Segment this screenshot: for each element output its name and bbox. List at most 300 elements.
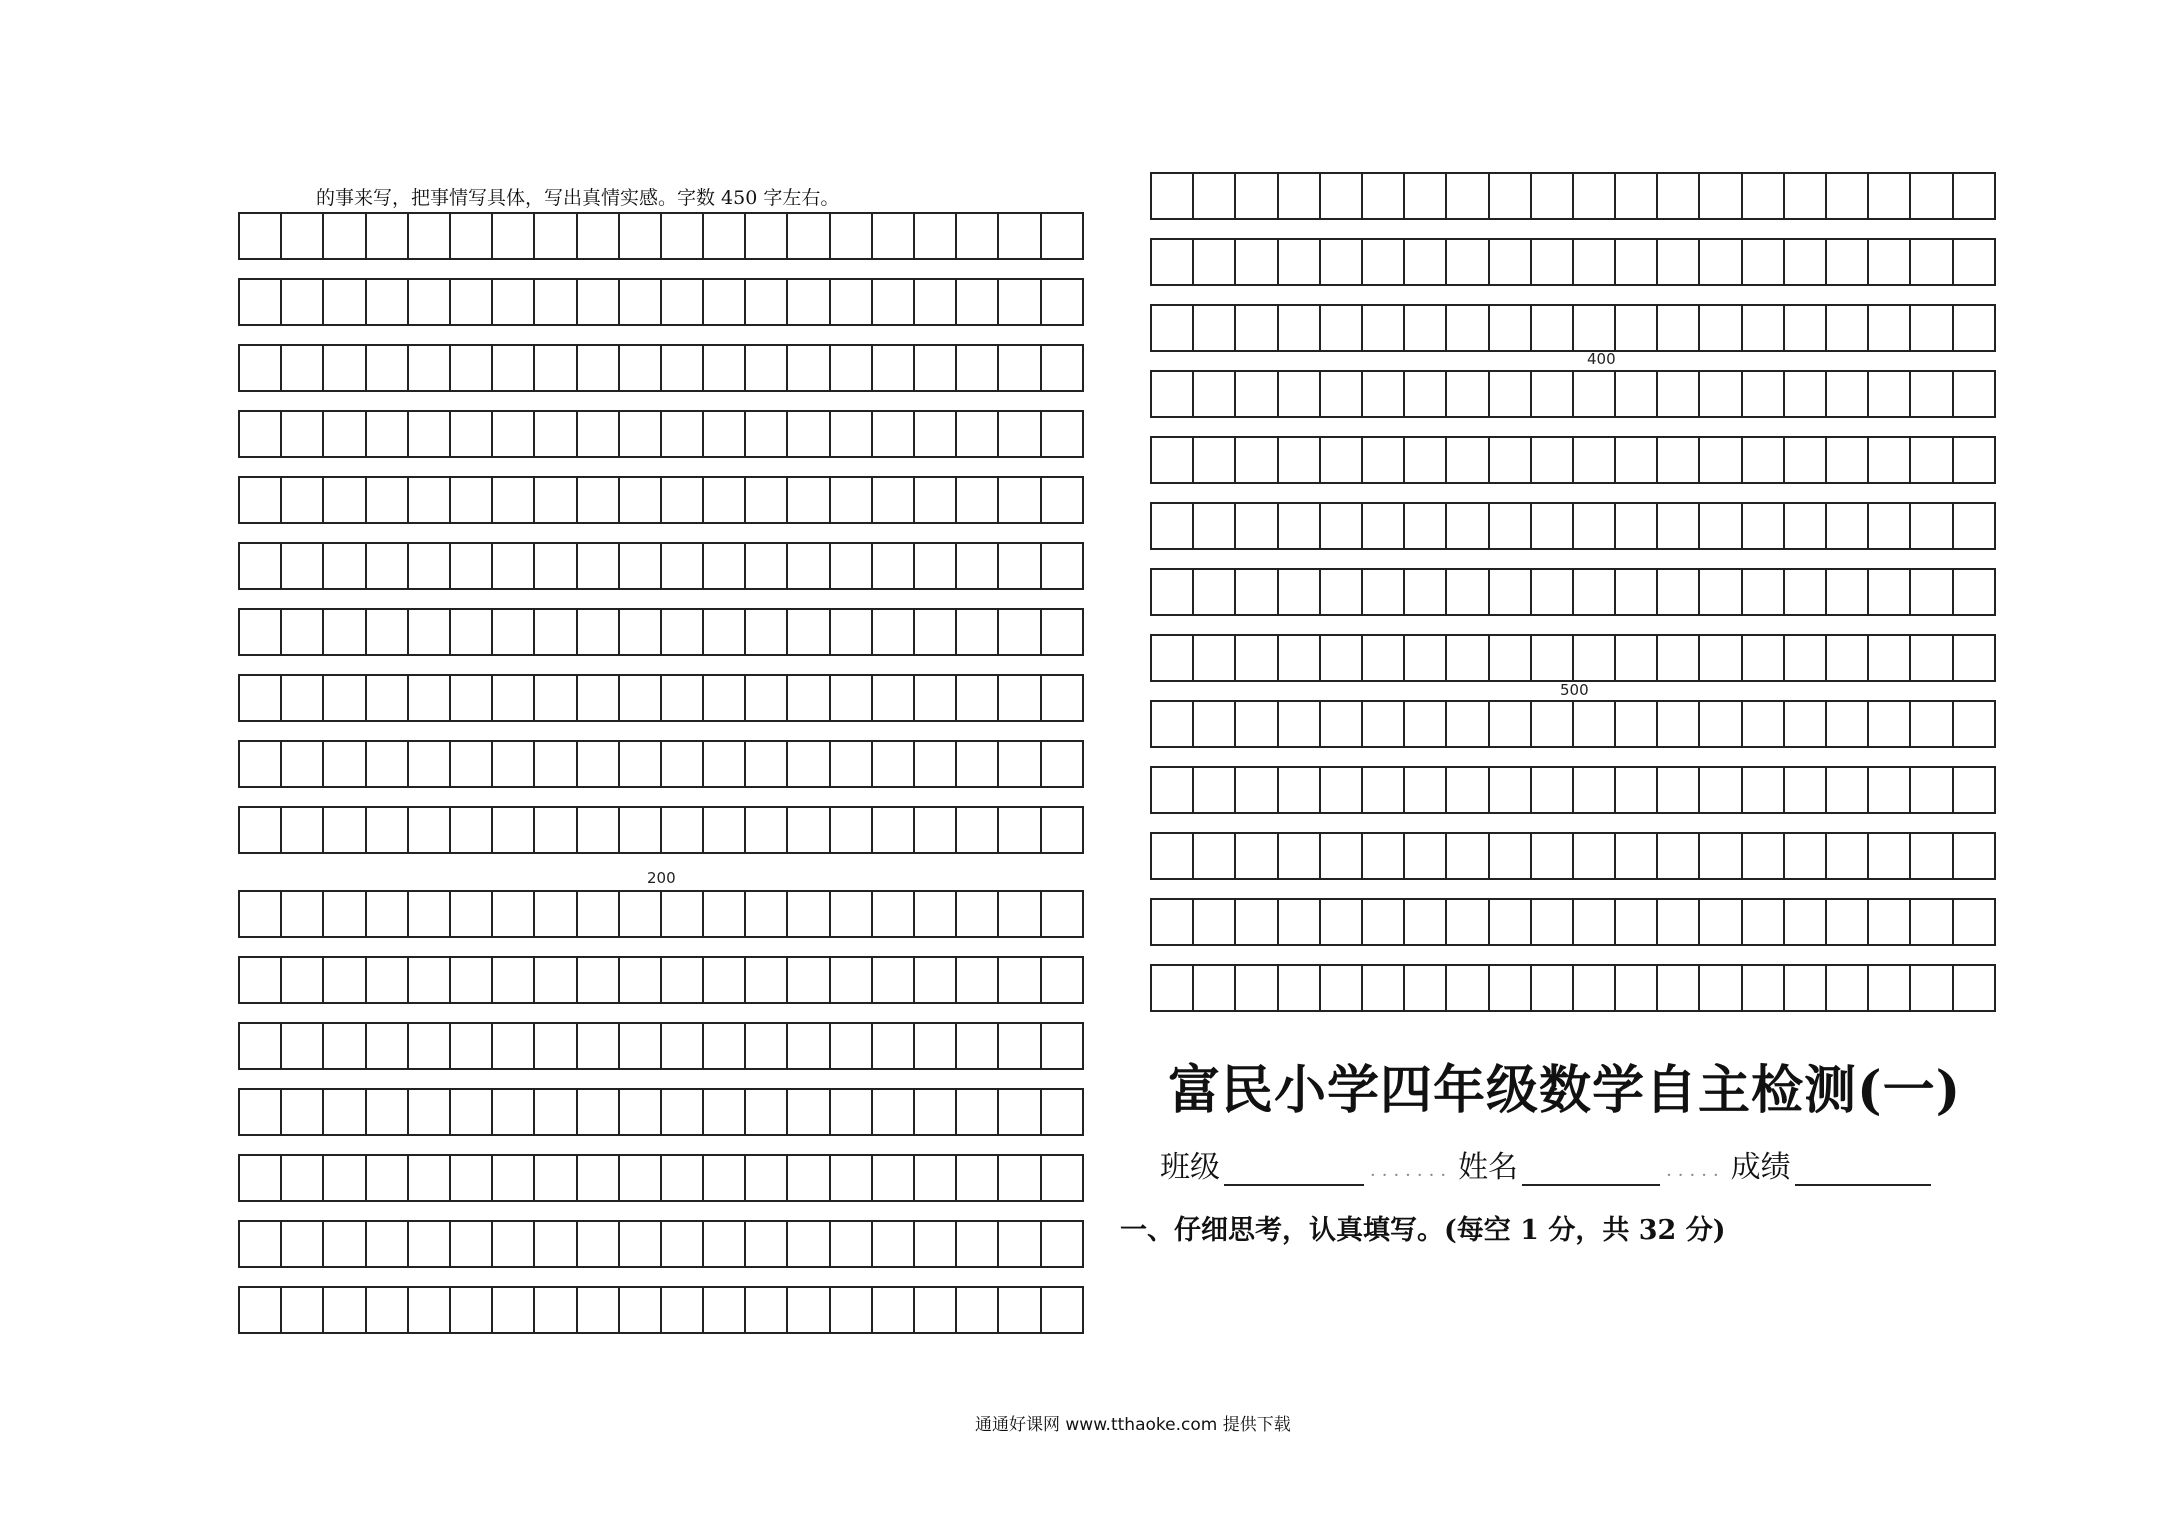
grid-cell[interactable] [1405,636,1447,682]
grid-cell[interactable] [1616,240,1658,286]
grid-cell[interactable] [1279,702,1321,748]
grid-cell[interactable] [1447,834,1489,880]
grid-cell[interactable] [1574,504,1616,550]
grid-cell[interactable] [409,478,451,524]
grid-cell[interactable] [324,544,366,590]
grid-cell[interactable] [1785,306,1827,352]
grid-cell[interactable] [451,892,493,938]
grid-cell[interactable] [535,892,577,938]
grid-cell[interactable] [1363,438,1405,484]
grid-cell[interactable] [578,676,620,722]
grid-cell[interactable] [620,1222,662,1268]
grid-cell[interactable] [1279,966,1321,1012]
grid-cell[interactable] [746,280,788,326]
grid-cell[interactable] [1236,306,1278,352]
grid-cell[interactable] [324,1090,366,1136]
grid-cell[interactable] [1827,570,1869,616]
grid-cell[interactable] [1042,808,1084,854]
grid-cell[interactable] [409,544,451,590]
grid-cell[interactable] [915,892,957,938]
grid-cell[interactable] [1616,570,1658,616]
grid-cell[interactable] [578,742,620,788]
grid-cell[interactable] [1574,834,1616,880]
grid-cell[interactable] [1490,900,1532,946]
grid-cell[interactable] [1447,240,1489,286]
grid-cell[interactable] [957,214,999,260]
grid-cell[interactable] [493,1090,535,1136]
grid-cell[interactable] [535,1024,577,1070]
grid-cell[interactable] [1321,636,1363,682]
grid-cell[interactable] [1152,438,1194,484]
grid-cell[interactable] [1405,702,1447,748]
grid-cell[interactable] [662,412,704,458]
grid-cell[interactable] [1152,702,1194,748]
grid-cell[interactable] [367,280,409,326]
grid-cell[interactable] [831,1024,873,1070]
grid-cell[interactable] [915,412,957,458]
grid-cell[interactable] [704,892,746,938]
grid-cell[interactable] [1700,768,1742,814]
grid-cell[interactable] [1658,702,1700,748]
grid-cell[interactable] [873,1024,915,1070]
grid-cell[interactable] [746,958,788,1004]
grid-cell[interactable] [451,214,493,260]
grid-cell[interactable] [1279,768,1321,814]
grid-cell[interactable] [535,1156,577,1202]
grid-cell[interactable] [662,808,704,854]
grid-cell[interactable] [1236,636,1278,682]
grid-cell[interactable] [367,676,409,722]
grid-cell[interactable] [1532,438,1574,484]
grid-cell[interactable] [1954,966,1996,1012]
grid-cell[interactable] [957,412,999,458]
grid-cell[interactable] [1363,504,1405,550]
grid-cell[interactable] [451,1288,493,1334]
grid-cell[interactable] [1869,702,1911,748]
grid-cell[interactable] [1152,636,1194,682]
grid-cell[interactable] [1279,570,1321,616]
grid-cell[interactable] [620,958,662,1004]
grid-cell[interactable] [1042,1222,1084,1268]
grid-cell[interactable] [873,1288,915,1334]
grid-cell[interactable] [620,610,662,656]
grid-cell[interactable] [662,214,704,260]
grid-cell[interactable] [662,676,704,722]
grid-cell[interactable] [746,1090,788,1136]
grid-cell[interactable] [1827,834,1869,880]
grid-cell[interactable] [1869,636,1911,682]
grid-cell[interactable] [367,1222,409,1268]
grid-cell[interactable] [578,1222,620,1268]
grid-cell[interactable] [662,1156,704,1202]
grid-cell[interactable] [1042,478,1084,524]
grid-cell[interactable] [1827,900,1869,946]
grid-cell[interactable] [451,1024,493,1070]
grid-cell[interactable] [367,808,409,854]
grid-cell[interactable] [493,610,535,656]
grid-cell[interactable] [746,1024,788,1070]
grid-cell[interactable] [873,808,915,854]
grid-cell[interactable] [1785,900,1827,946]
grid-cell[interactable] [1954,570,1996,616]
grid-cell[interactable] [1236,438,1278,484]
grid-cell[interactable] [1700,240,1742,286]
grid-cell[interactable] [1869,504,1911,550]
grid-cell[interactable] [999,1024,1041,1070]
grid-cell[interactable] [493,676,535,722]
grid-cell[interactable] [1827,240,1869,286]
grid-cell[interactable] [1447,306,1489,352]
grid-cell[interactable] [1616,834,1658,880]
grid-cell[interactable] [1405,372,1447,418]
grid-cell[interactable] [620,1090,662,1136]
grid-cell[interactable] [915,544,957,590]
grid-cell[interactable] [1616,372,1658,418]
grid-cell[interactable] [1658,570,1700,616]
grid-cell[interactable] [1869,570,1911,616]
grid-cell[interactable] [451,742,493,788]
grid-cell[interactable] [1954,900,1996,946]
grid-cell[interactable] [493,808,535,854]
grid-cell[interactable] [1743,372,1785,418]
grid-cell[interactable] [535,742,577,788]
grid-cell[interactable] [788,280,830,326]
grid-cell[interactable] [957,1288,999,1334]
grid-cell[interactable] [324,676,366,722]
grid-cell[interactable] [1827,174,1869,220]
grid-cell[interactable] [1490,570,1532,616]
grid-cell[interactable] [1743,504,1785,550]
grid-cell[interactable] [915,808,957,854]
grid-cell[interactable] [873,1222,915,1268]
grid-cell[interactable] [957,1156,999,1202]
grid-cell[interactable] [1574,570,1616,616]
grid-cell[interactable] [873,412,915,458]
grid-cell[interactable] [1447,636,1489,682]
grid-cell[interactable] [409,1024,451,1070]
grid-cell[interactable] [578,1024,620,1070]
grid-cell[interactable] [1042,214,1084,260]
grid-cell[interactable] [240,280,282,326]
grid-cell[interactable] [1490,240,1532,286]
grid-cell[interactable] [620,676,662,722]
grid-cell[interactable] [1236,240,1278,286]
grid-cell[interactable] [1532,504,1574,550]
grid-cell[interactable] [367,412,409,458]
grid-cell[interactable] [1954,504,1996,550]
grid-cell[interactable] [535,610,577,656]
grid-cell[interactable] [240,676,282,722]
grid-cell[interactable] [746,346,788,392]
grid-cell[interactable] [1042,958,1084,1004]
grid-cell[interactable] [493,742,535,788]
grid-cell[interactable] [1658,306,1700,352]
grid-cell[interactable] [1532,240,1574,286]
grid-cell[interactable] [831,676,873,722]
grid-cell[interactable] [240,1090,282,1136]
grid-cell[interactable] [240,478,282,524]
grid-cell[interactable] [831,412,873,458]
grid-cell[interactable] [704,346,746,392]
grid-cell[interactable] [1954,768,1996,814]
grid-cell[interactable] [1042,544,1084,590]
grid-cell[interactable] [915,676,957,722]
grid-cell[interactable] [578,478,620,524]
grid-cell[interactable] [282,1090,324,1136]
grid-cell[interactable] [367,610,409,656]
grid-cell[interactable] [1616,636,1658,682]
grid-cell[interactable] [535,412,577,458]
grid-cell[interactable] [367,1156,409,1202]
grid-cell[interactable] [282,478,324,524]
grid-cell[interactable] [1532,174,1574,220]
grid-cell[interactable] [1574,174,1616,220]
grid-cell[interactable] [1743,306,1785,352]
grid-cell[interactable] [282,808,324,854]
grid-cell[interactable] [1658,636,1700,682]
grid-cell[interactable] [999,676,1041,722]
grid-cell[interactable] [324,412,366,458]
grid-cell[interactable] [1911,702,1953,748]
grid-cell[interactable] [1236,504,1278,550]
grid-cell[interactable] [282,1156,324,1202]
grid-cell[interactable] [1236,174,1278,220]
grid-cell[interactable] [1743,570,1785,616]
grid-cell[interactable] [999,742,1041,788]
grid-cell[interactable] [1954,372,1996,418]
grid-cell[interactable] [409,676,451,722]
grid-cell[interactable] [999,808,1041,854]
grid-cell[interactable] [240,610,282,656]
grid-cell[interactable] [1490,768,1532,814]
grid-cell[interactable] [1042,610,1084,656]
grid-cell[interactable] [367,346,409,392]
grid-cell[interactable] [1194,570,1236,616]
grid-cell[interactable] [957,742,999,788]
grid-cell[interactable] [620,892,662,938]
grid-cell[interactable] [1911,438,1953,484]
grid-cell[interactable] [367,214,409,260]
grid-cell[interactable] [1279,306,1321,352]
grid-cell[interactable] [1616,900,1658,946]
grid-cell[interactable] [1911,306,1953,352]
grid-cell[interactable] [1363,966,1405,1012]
grid-cell[interactable] [367,958,409,1004]
grid-cell[interactable] [1827,966,1869,1012]
class-field[interactable] [1224,1154,1364,1186]
grid-cell[interactable] [999,214,1041,260]
grid-cell[interactable] [1042,1288,1084,1334]
grid-cell[interactable] [493,280,535,326]
grid-cell[interactable] [1236,900,1278,946]
grid-cell[interactable] [999,478,1041,524]
grid-cell[interactable] [1574,306,1616,352]
grid-cell[interactable] [240,958,282,1004]
grid-cell[interactable] [409,742,451,788]
grid-cell[interactable] [451,1090,493,1136]
grid-cell[interactable] [1194,900,1236,946]
grid-cell[interactable] [367,478,409,524]
grid-cell[interactable] [324,1222,366,1268]
grid-cell[interactable] [957,808,999,854]
grid-cell[interactable] [282,676,324,722]
grid-cell[interactable] [535,958,577,1004]
grid-cell[interactable] [831,280,873,326]
grid-cell[interactable] [1405,240,1447,286]
grid-cell[interactable] [282,742,324,788]
grid-cell[interactable] [915,214,957,260]
grid-cell[interactable] [1279,174,1321,220]
grid-cell[interactable] [620,346,662,392]
grid-cell[interactable] [1574,768,1616,814]
grid-cell[interactable] [1954,174,1996,220]
grid-cell[interactable] [493,214,535,260]
grid-cell[interactable] [1785,702,1827,748]
name-field[interactable] [1522,1154,1660,1186]
grid-cell[interactable] [831,1222,873,1268]
grid-cell[interactable] [704,412,746,458]
grid-cell[interactable] [662,478,704,524]
grid-cell[interactable] [704,544,746,590]
grid-cell[interactable] [1194,306,1236,352]
grid-cell[interactable] [1827,438,1869,484]
grid-cell[interactable] [662,1222,704,1268]
grid-cell[interactable] [1700,174,1742,220]
grid-cell[interactable] [578,346,620,392]
grid-cell[interactable] [1700,900,1742,946]
grid-cell[interactable] [1236,570,1278,616]
grid-cell[interactable] [873,958,915,1004]
grid-cell[interactable] [1869,372,1911,418]
grid-cell[interactable] [1447,174,1489,220]
grid-cell[interactable] [282,412,324,458]
grid-cell[interactable] [746,544,788,590]
grid-cell[interactable] [704,214,746,260]
grid-cell[interactable] [1574,372,1616,418]
grid-cell[interactable] [1700,438,1742,484]
grid-cell[interactable] [1869,900,1911,946]
grid-cell[interactable] [493,958,535,1004]
grid-cell[interactable] [1574,966,1616,1012]
grid-cell[interactable] [831,742,873,788]
grid-cell[interactable] [662,742,704,788]
grid-cell[interactable] [662,892,704,938]
grid-cell[interactable] [1911,768,1953,814]
grid-cell[interactable] [1490,966,1532,1012]
grid-cell[interactable] [831,808,873,854]
grid-cell[interactable] [788,346,830,392]
grid-cell[interactable] [282,1288,324,1334]
grid-cell[interactable] [1574,240,1616,286]
grid-cell[interactable] [1785,240,1827,286]
grid-cell[interactable] [1363,636,1405,682]
grid-cell[interactable] [999,1156,1041,1202]
grid-cell[interactable] [1574,438,1616,484]
grid-cell[interactable] [451,1222,493,1268]
grid-cell[interactable] [704,1024,746,1070]
grid-cell[interactable] [578,1156,620,1202]
grid-cell[interactable] [620,544,662,590]
grid-cell[interactable] [1236,834,1278,880]
grid-cell[interactable] [1490,504,1532,550]
grid-cell[interactable] [1658,174,1700,220]
grid-cell[interactable] [240,544,282,590]
grid-cell[interactable] [1869,438,1911,484]
grid-cell[interactable] [578,412,620,458]
grid-cell[interactable] [1658,438,1700,484]
grid-cell[interactable] [535,1222,577,1268]
grid-cell[interactable] [1042,1156,1084,1202]
grid-cell[interactable] [1321,306,1363,352]
grid-cell[interactable] [1152,834,1194,880]
grid-cell[interactable] [282,1024,324,1070]
grid-cell[interactable] [1658,372,1700,418]
grid-cell[interactable] [240,742,282,788]
grid-cell[interactable] [1194,372,1236,418]
grid-cell[interactable] [746,892,788,938]
grid-cell[interactable] [999,412,1041,458]
grid-cell[interactable] [1194,702,1236,748]
grid-cell[interactable] [788,1024,830,1070]
grid-cell[interactable] [324,280,366,326]
grid-cell[interactable] [535,544,577,590]
grid-cell[interactable] [957,1024,999,1070]
grid-cell[interactable] [788,412,830,458]
grid-cell[interactable] [535,478,577,524]
grid-cell[interactable] [409,346,451,392]
grid-cell[interactable] [1321,834,1363,880]
grid-cell[interactable] [1405,900,1447,946]
grid-cell[interactable] [1743,240,1785,286]
grid-cell[interactable] [493,1024,535,1070]
grid-cell[interactable] [1616,306,1658,352]
grid-cell[interactable] [831,346,873,392]
grid-cell[interactable] [578,892,620,938]
grid-cell[interactable] [620,280,662,326]
grid-cell[interactable] [324,1288,366,1334]
grid-cell[interactable] [282,544,324,590]
grid-cell[interactable] [451,544,493,590]
grid-cell[interactable] [873,676,915,722]
grid-cell[interactable] [788,214,830,260]
grid-cell[interactable] [367,544,409,590]
grid-cell[interactable] [788,1090,830,1136]
grid-cell[interactable] [451,676,493,722]
grid-cell[interactable] [1236,966,1278,1012]
grid-cell[interactable] [1658,504,1700,550]
grid-cell[interactable] [620,742,662,788]
grid-cell[interactable] [1363,768,1405,814]
grid-cell[interactable] [620,808,662,854]
grid-cell[interactable] [1743,174,1785,220]
grid-cell[interactable] [240,412,282,458]
grid-cell[interactable] [831,1288,873,1334]
grid-cell[interactable] [620,478,662,524]
grid-cell[interactable] [831,1156,873,1202]
grid-cell[interactable] [493,1156,535,1202]
grid-cell[interactable] [1827,504,1869,550]
grid-cell[interactable] [1532,966,1574,1012]
grid-cell[interactable] [704,808,746,854]
grid-cell[interactable] [493,346,535,392]
grid-cell[interactable] [1490,636,1532,682]
grid-cell[interactable] [1827,636,1869,682]
grid-cell[interactable] [704,478,746,524]
grid-cell[interactable] [831,214,873,260]
grid-cell[interactable] [746,1288,788,1334]
grid-cell[interactable] [746,742,788,788]
grid-cell[interactable] [746,610,788,656]
